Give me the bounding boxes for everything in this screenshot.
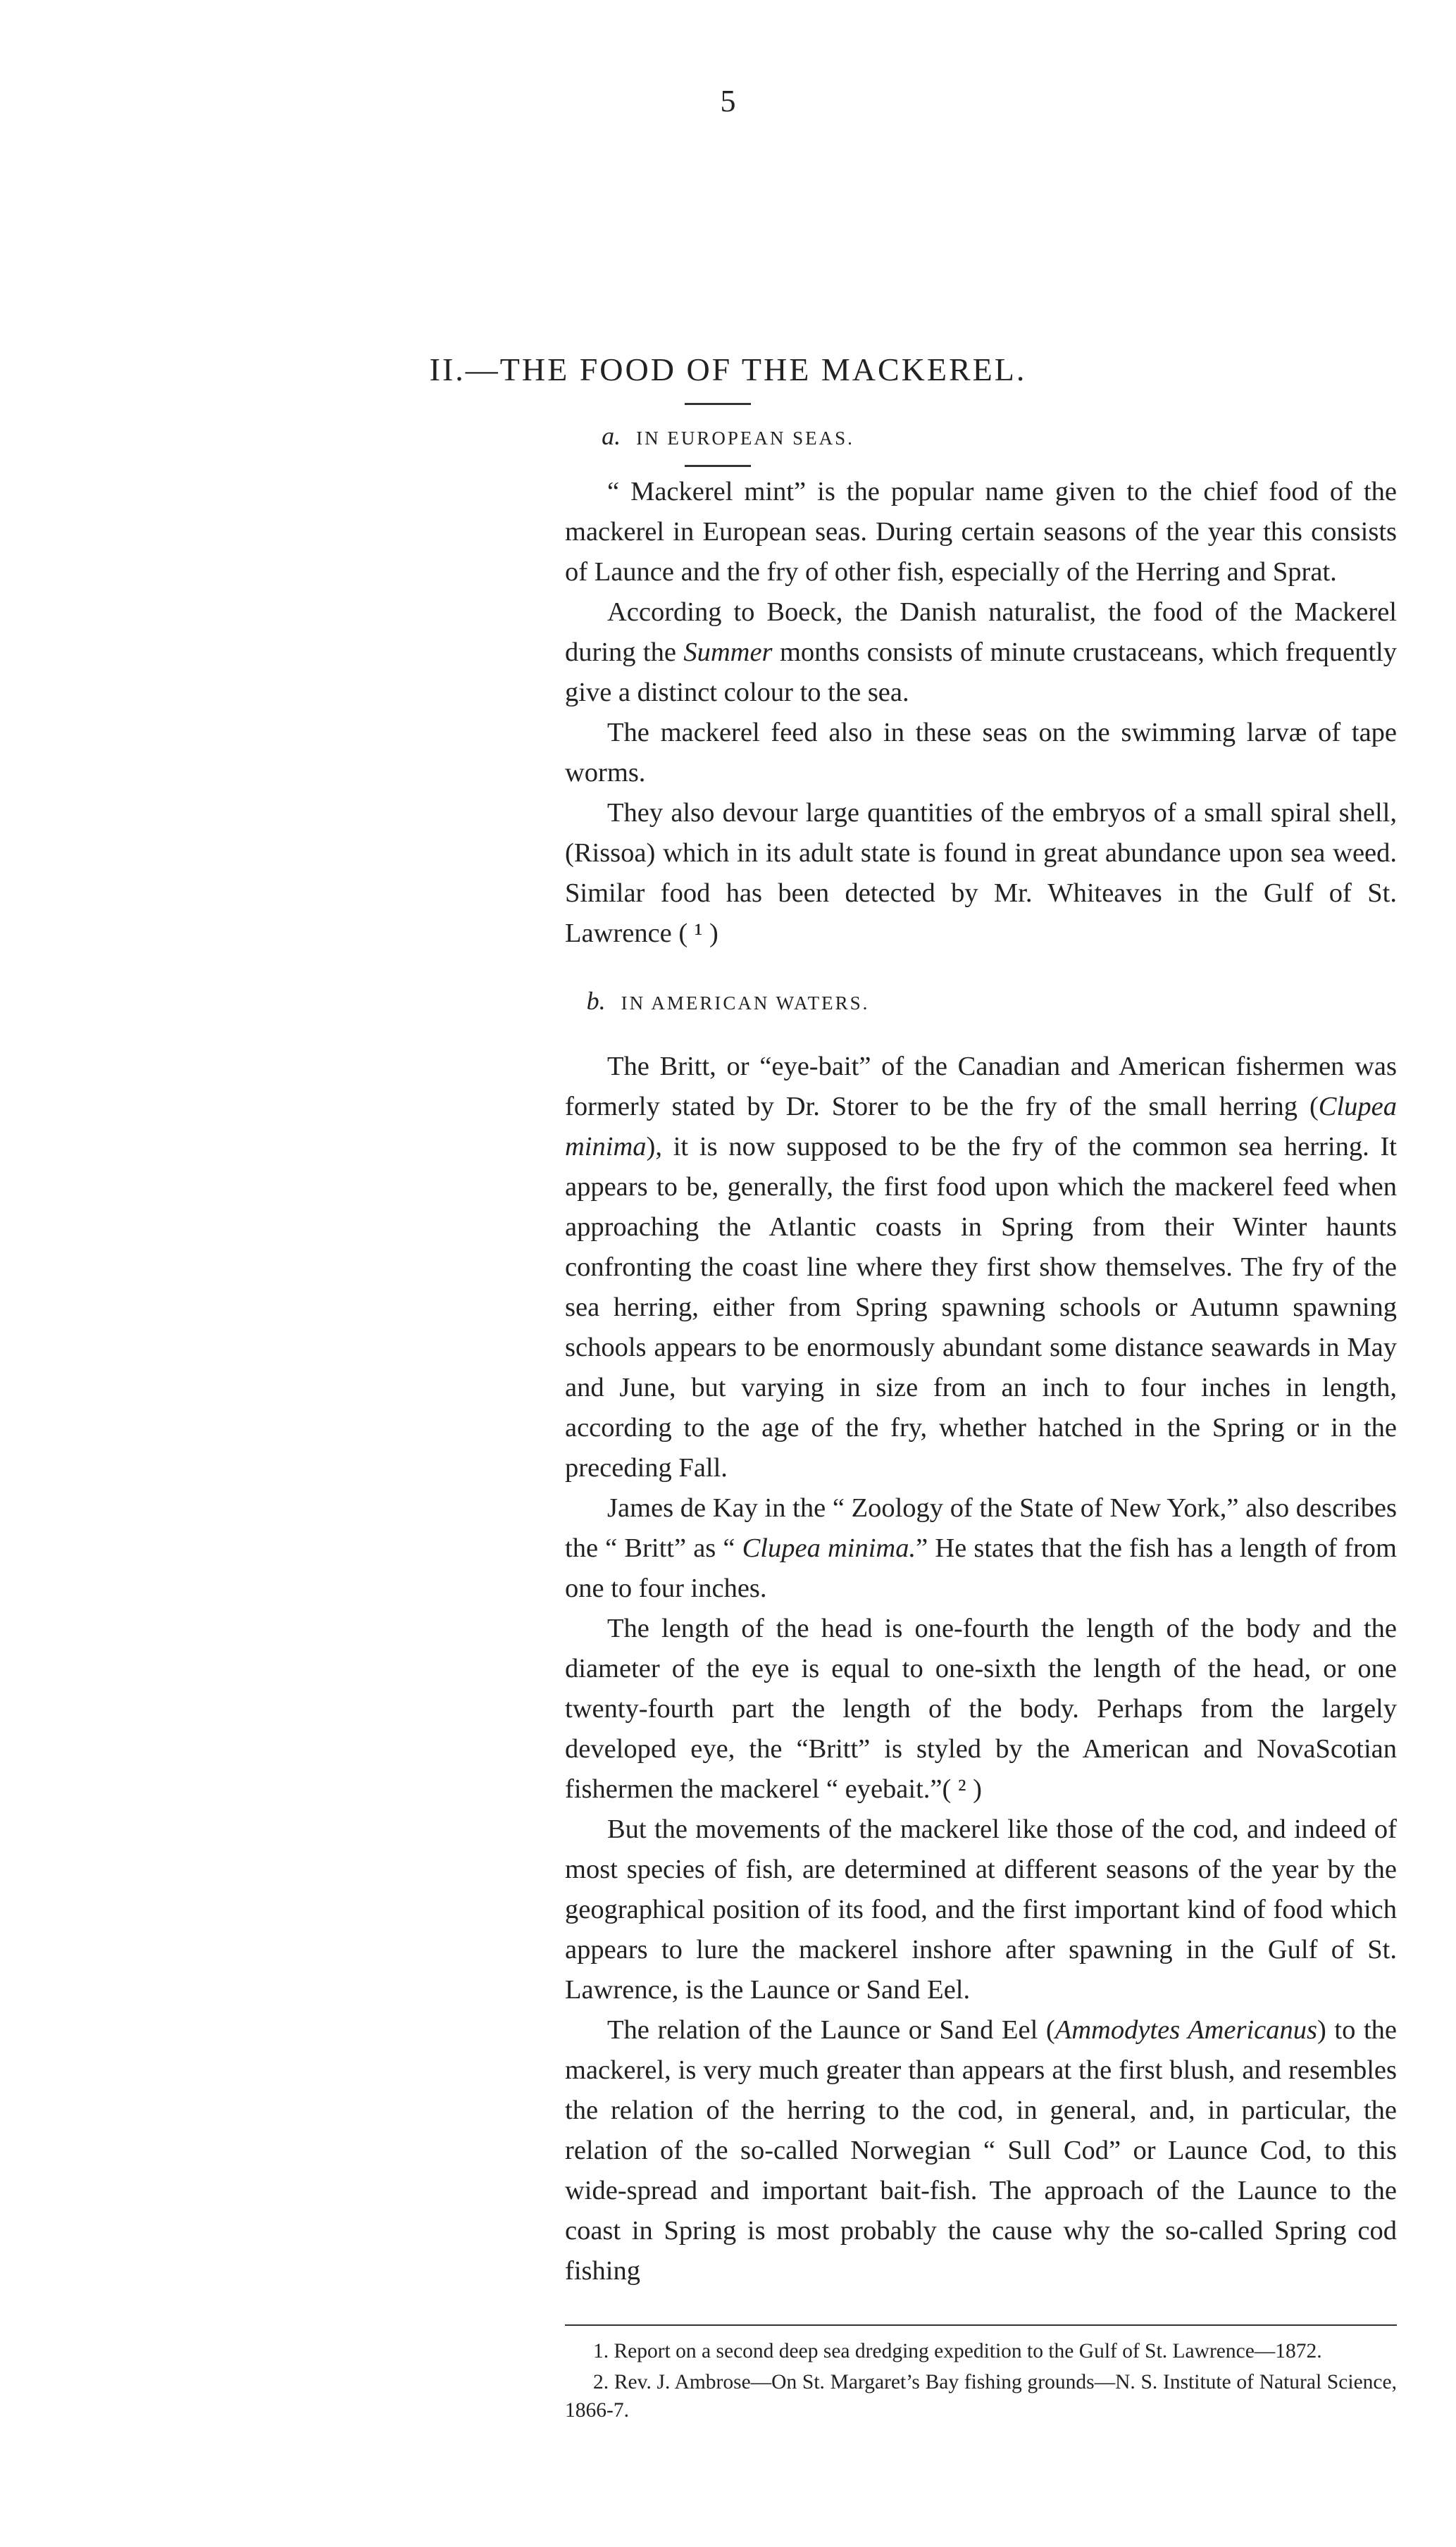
text-run: James de Kay in the “ Zoology of the State of New York,” also describes the “ Britt” as “	[565, 1493, 1397, 1563]
italic-run: Clupea minima	[565, 1092, 1397, 1162]
paragraph: The length of the head is one-fourth the length of the body and the diameter of the eye is equal to one-sixth the length of the head, or one twenty-fourth part the length of the body. Perhaps from the largely developed eye, the “Britt” is styled by the American and NovaScotian fishermen the mackerel “ eyebait.”( ² )	[565, 1614, 1397, 1804]
paragraph	[565, 592, 1397, 713]
section-b-heading	[0, 986, 1456, 1016]
section-b-letter: b.	[586, 987, 606, 1015]
text-run: ) to the mackerel, is very much greater than appears at the first blush, and resembles the relation of the herring to the cod, in general, and, in particular, the relation of the so-called Norwegian “ Sull Cod” or Launce Cod, to this wide-spread and important bait-fish. The approach of the Launce to the coast in Spring is most probably the cause why the so-called Spring cod fishing	[565, 2015, 1397, 2286]
text-run: The relation of the Launce or Sand Eel (	[607, 2015, 1055, 2045]
footnote: 1. Report on a second deep sea dredging expedition to the Gulf of St. Lawrence—1872.	[593, 2340, 1322, 2362]
section-b-body	[565, 1047, 1397, 2291]
section-a-heading	[0, 421, 1456, 451]
paragraph: But the movements of the mackerel like those of the cod, and indeed of most species of fish, are determined at different seasons of the year by the geographical position of its food, and the first important kind of food which appears to lure the mackerel inshore after spawning in the Gulf of St. Lawrence, is the Launce or Sand Eel.	[565, 1814, 1397, 2005]
paragraph: They also devour large quantities of the embryos of a small spiral shell, (Rissoa) which in its adult state is found in great abundance upon sea weed. Similar food has been detected by Mr. Whiteaves in the Gulf of St. Lawrence ( ¹ )	[565, 798, 1397, 948]
section-b-heading-text: IN AMERICAN WATERS.	[621, 992, 870, 1014]
page-number: 5	[720, 84, 736, 118]
paragraph	[565, 2010, 1397, 2291]
italic-run: Summer	[683, 637, 773, 667]
paragraph: “ Mackerel mint” is the popular name given to the chief food of the mackerel in European seas. During certain seasons of the year this consists of Launce and the fry of other fish, especially of the Herring and Sprat.	[565, 477, 1397, 587]
paragraph	[565, 1488, 1397, 1609]
footnote: 2. Rev. J. Ambrose—On St. Margaret’s Bay fishing grounds—N. S. Institute of Natural Science, 1866-7.	[565, 2371, 1397, 2422]
footnote-rule	[565, 2324, 1397, 2326]
footnotes	[565, 2337, 1397, 2427]
italic-run: Ammodytes Americanus	[1054, 2015, 1317, 2045]
section-a-body	[565, 472, 1397, 954]
paragraph: The mackerel feed also in these seas on the swimming larvæ of tape worms.	[565, 718, 1397, 787]
text-run: ), it is now supposed to be the fry of the common sea herring. It appears to be, generally, the first food upon which the mackerel feed when approaching the Atlantic coasts in Spring from their Winter haunts confronting the coast line where they first show themselves. The fry of the sea herring, either from Spring spawning schools or Autumn spawning schools appears to be enormously abundant some distance seawards in May and June, but varying in size from an inch to four inches in length, according to the age of the fry, whether hatched in the Spring or in the preceding Fall.	[565, 1132, 1397, 1483]
section-a-letter: a.	[602, 422, 621, 450]
text-run: ” He states that the fish has a length of from one to four inches.	[565, 1533, 1397, 1603]
italic-run: Clupea minima.	[742, 1533, 916, 1563]
text-run: The Britt, or “eye-bait” of the Canadian and American fishermen was formerly stated by Dr. Storer to be the fry of the small herring (	[565, 1052, 1397, 1121]
title-rule	[685, 403, 751, 405]
paragraph	[565, 1047, 1397, 1488]
text-run: According to Boeck, the Danish naturalist, the food of the Mackerel during the	[565, 597, 1397, 667]
section-a-heading-text: IN EUROPEAN SEAS.	[636, 428, 854, 449]
chapter-title: II.—THE FOOD OF THE MACKEREL.	[429, 351, 1027, 387]
text-run: months consists of minute crustaceans, which frequently give a distinct colour to the sea.	[565, 637, 1397, 707]
section-a-rule	[685, 465, 751, 467]
